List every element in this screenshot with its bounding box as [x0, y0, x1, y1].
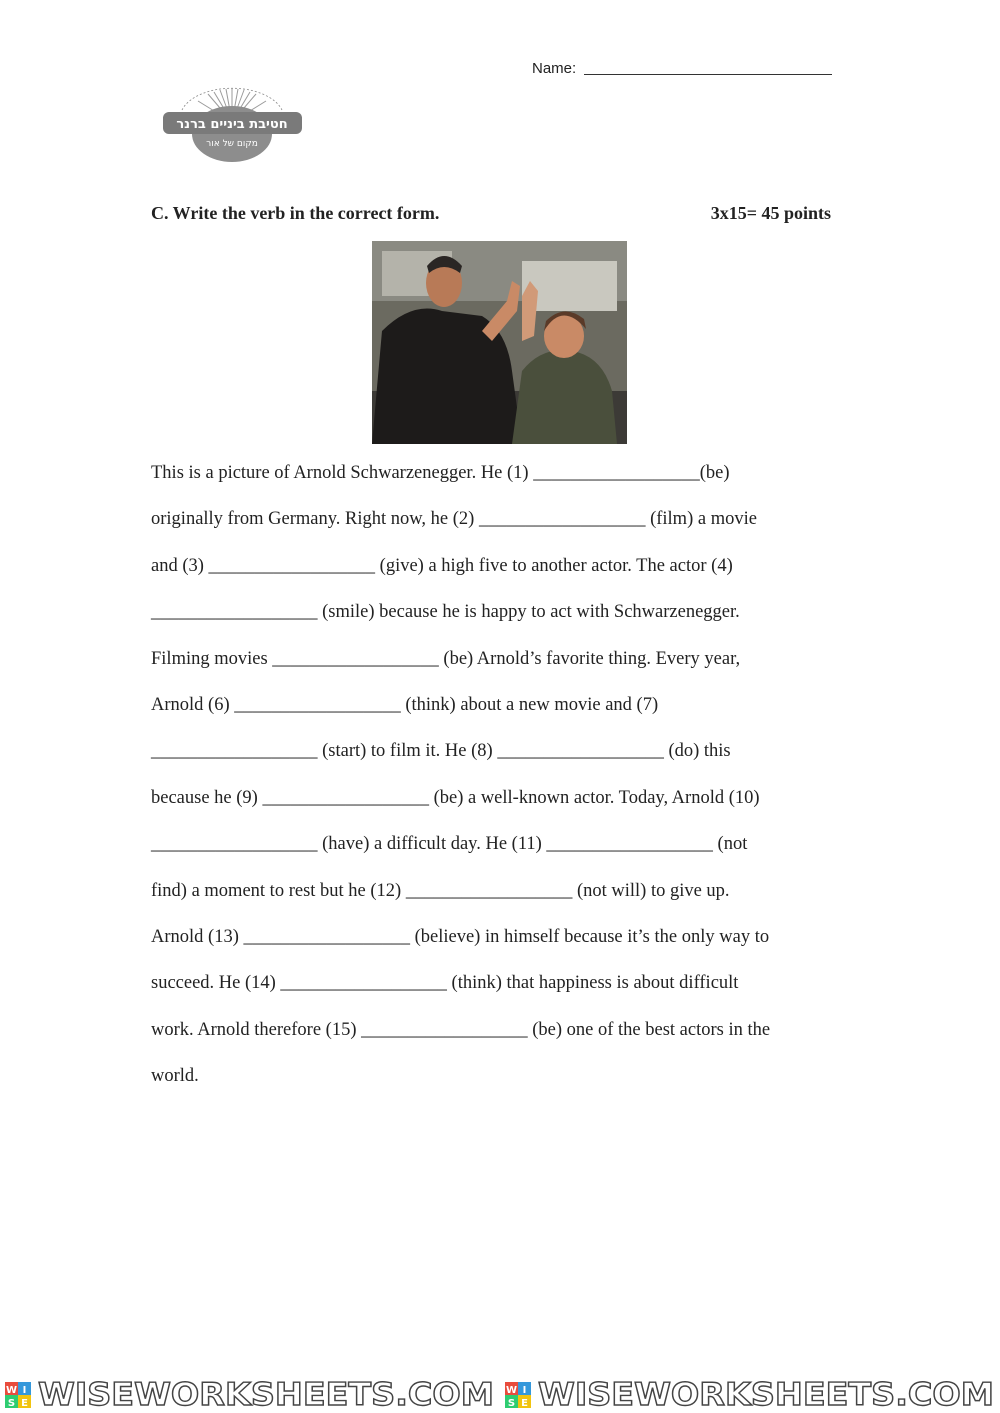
school-logo — [160, 82, 305, 164]
passage-line-12[interactable]: succeed. He (14) __________________ (think) that happiness is about difficult — [151, 973, 739, 994]
logo-title: חטיבת ביניים ברנר — [176, 117, 288, 132]
passage-line-1[interactable]: This is a picture of Arnold Schwarzenegger. He (1) __________________(be) — [151, 463, 730, 483]
svg-text:E: E — [21, 1398, 28, 1409]
passage-line-3[interactable]: and (3) __________________ (give) a high five to another actor. The actor (4) — [151, 555, 733, 576]
footer-watermark — [0, 1370, 1000, 1410]
passage-line-4[interactable]: __________________ (smile) because he is happy to act with Schwarzenegger. — [151, 602, 740, 623]
exercise-title: C. Write the verb in the correct form. — [151, 203, 440, 223]
passage-line-8[interactable]: because he (9) __________________ (be) a well-known actor. Today, Arnold (10) — [151, 787, 760, 808]
passage-line-2[interactable]: originally from Germany. Right now, he (2) __________________ (film) a movie — [151, 509, 757, 530]
footer-badge-2 — [505, 1382, 531, 1409]
svg-text:I: I — [22, 1385, 27, 1396]
name-label: Name: — [532, 60, 577, 77]
name-field — [532, 60, 832, 77]
name-blank[interactable] — [584, 60, 832, 75]
logo-subtitle: מקום של אור — [206, 139, 258, 149]
passage-line-9[interactable]: __________________ (have) a difficult day. He (11) __________________ (not — [151, 834, 748, 855]
passage-line-14: world. — [151, 1066, 199, 1087]
footer-brand-1: WISEWORKSHEETS.COM — [38, 1377, 494, 1410]
passage-line-6[interactable]: Arnold (6) __________________ (think) about a new movie and (7) — [151, 695, 659, 716]
passage-line-7[interactable]: __________________ (start) to film it. He (8) __________________ (do) this — [151, 741, 731, 762]
svg-text:S: S — [7, 1398, 16, 1409]
footer-badge-1 — [5, 1382, 31, 1409]
passage-line-11[interactable]: Arnold (13) __________________ (believe) in himself because it’s the only way to — [151, 927, 770, 948]
exercise-points: 3x15= 45 points — [710, 203, 831, 223]
exercise-heading — [151, 203, 831, 224]
footer-brand-2: WISEWORKSHEETS.COM — [538, 1377, 994, 1410]
svg-text:E: E — [521, 1398, 528, 1409]
svg-text:I: I — [522, 1385, 527, 1396]
passage-line-5[interactable]: Filming movies __________________ (be) Arnold’s favorite thing. Every year, — [151, 648, 741, 669]
svg-text:W: W — [5, 1385, 18, 1396]
fill-in-passage — [151, 450, 851, 1100]
svg-text:W: W — [505, 1385, 518, 1396]
arnold-high-five-photo — [372, 241, 627, 444]
passage-line-10[interactable]: find) a moment to rest but he (12) __________________ (not will) to give up. — [151, 880, 730, 901]
svg-text:S: S — [507, 1398, 516, 1409]
passage-line-13[interactable]: work. Arnold therefore (15) __________________ (be) one of the best actors in the — [151, 1019, 771, 1040]
